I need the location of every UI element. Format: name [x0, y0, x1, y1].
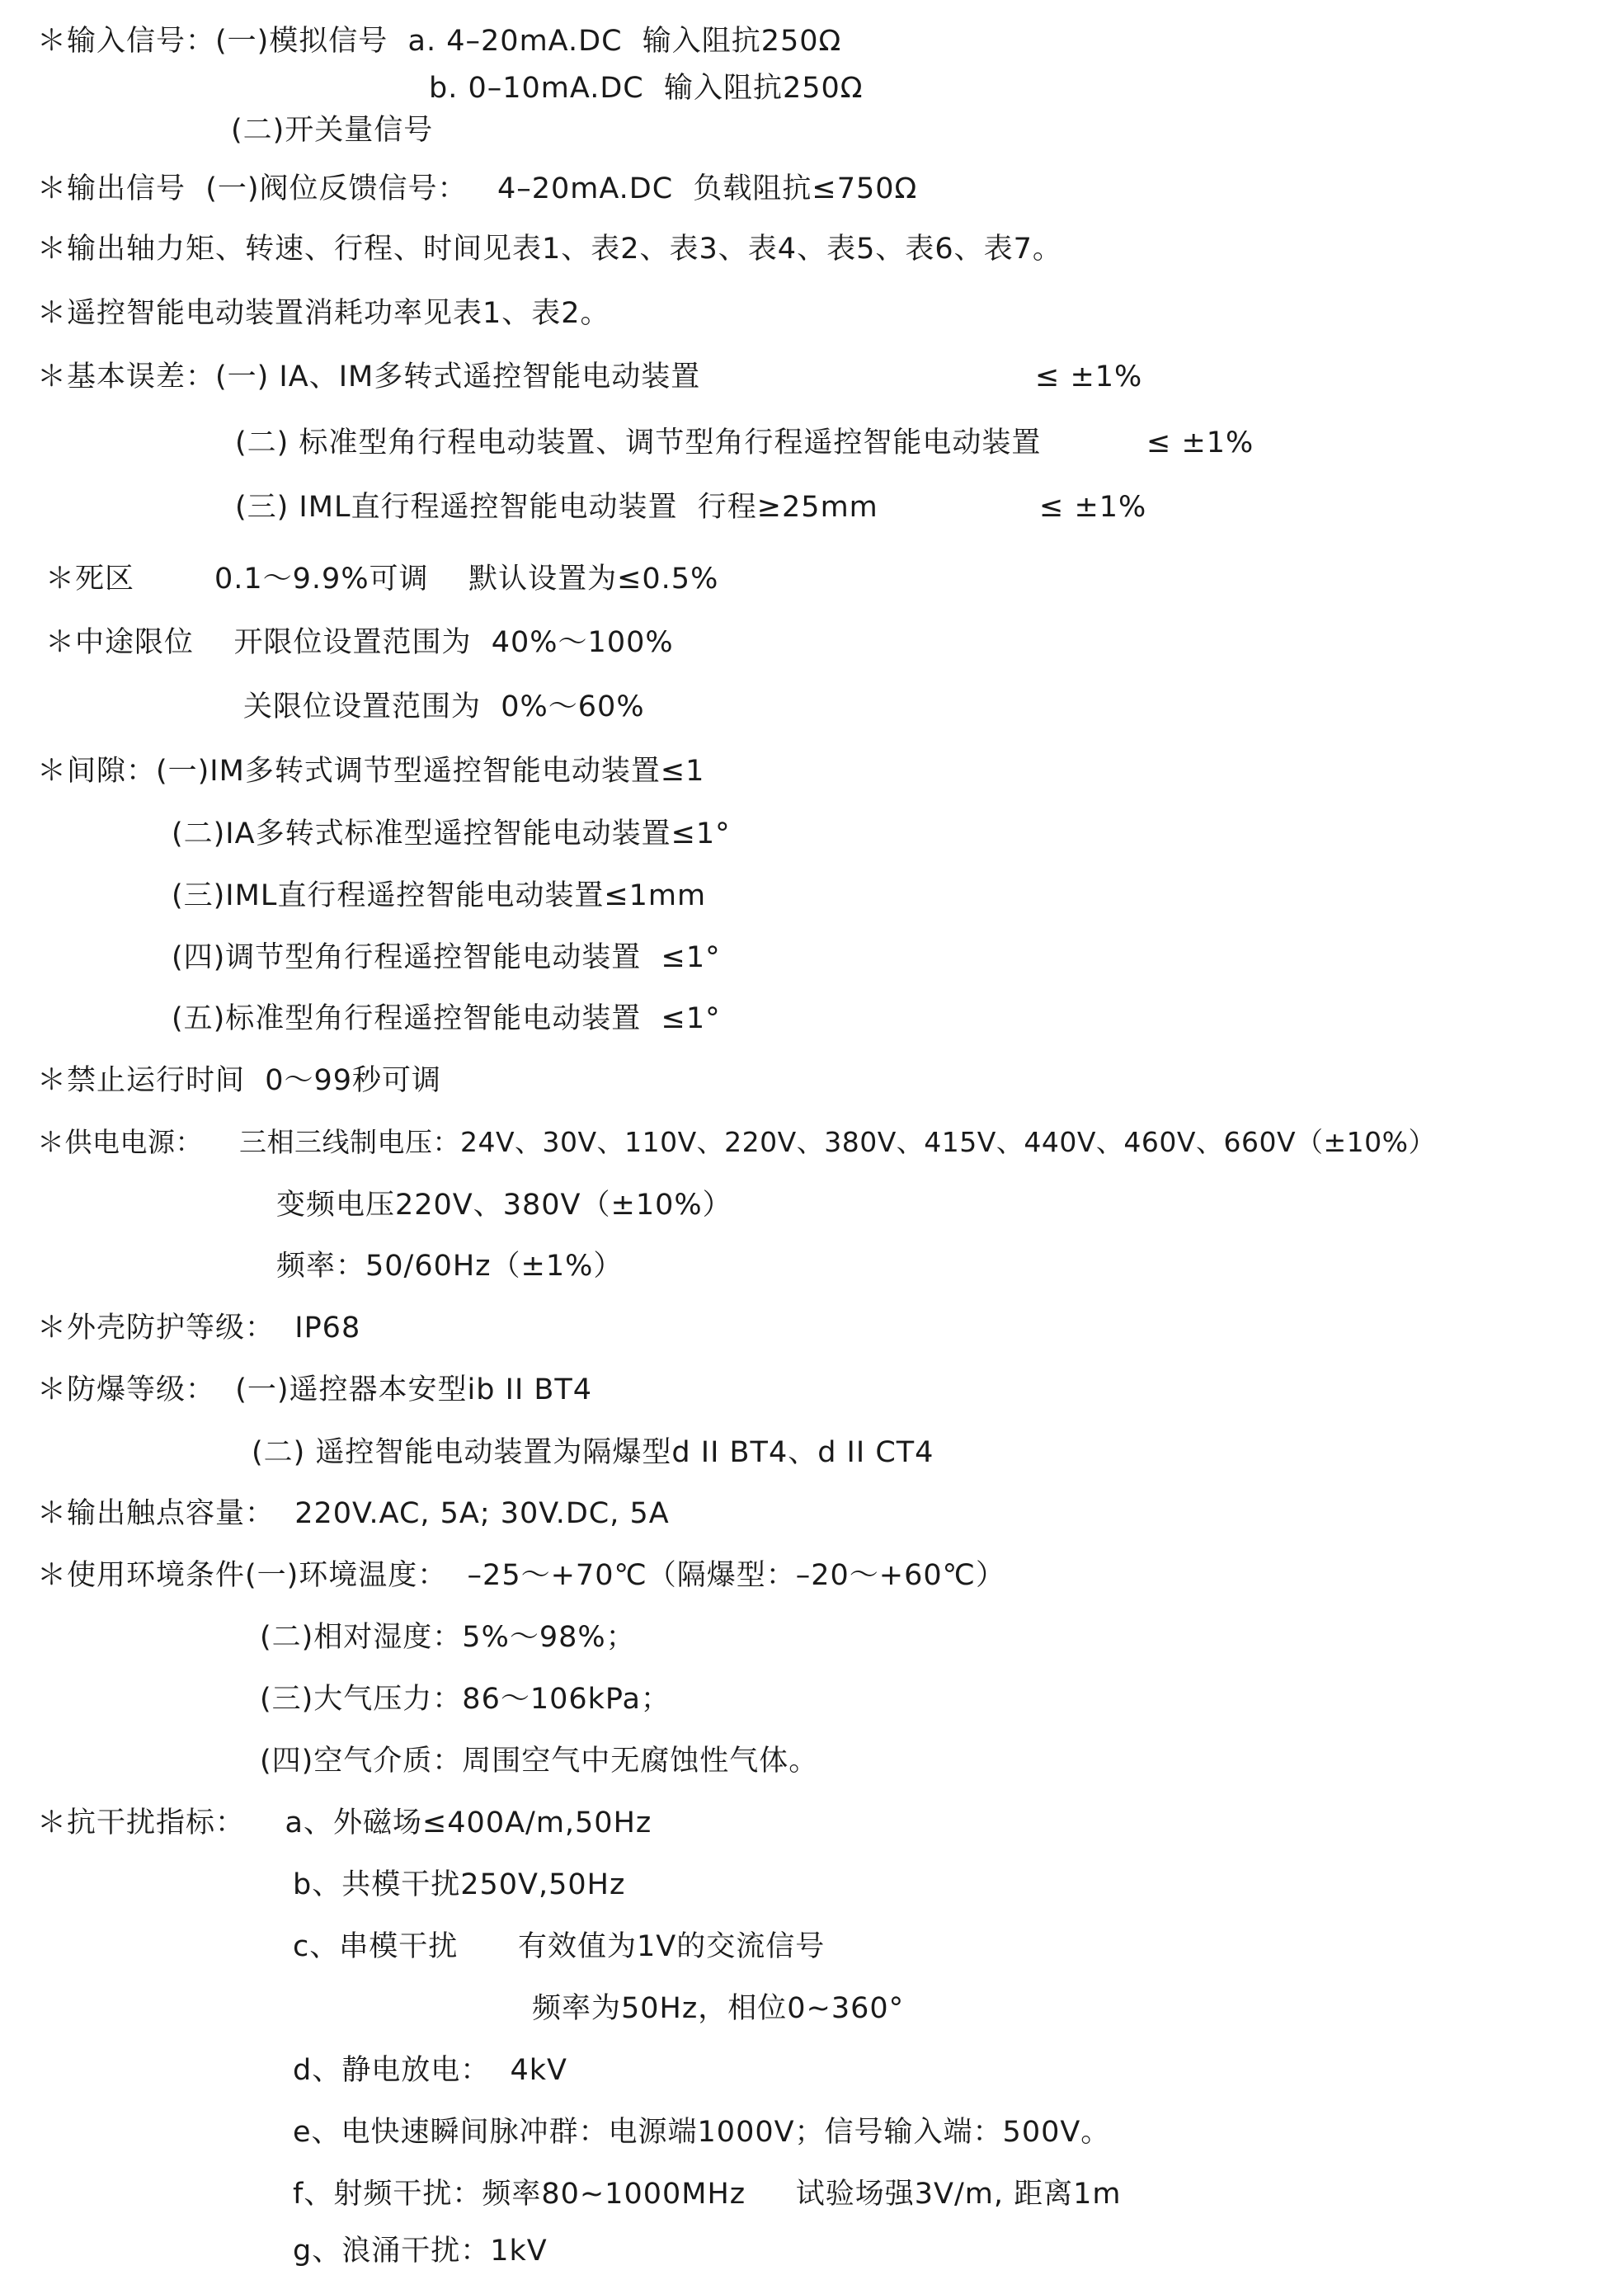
- prohibit-time-line: ＊禁止运行时间 0～99秒可调: [37, 1064, 442, 1097]
- emc-line-e: e、电快速瞬间脉冲群：电源端1000V；信号输入端：500V。: [293, 2116, 1111, 2149]
- emc-line-f: f、射频干扰：频率80~1000MHz 试验场强3V/m, 距离1m: [293, 2178, 1122, 2211]
- input-signal-line: ＊输入信号：(一)模拟信号 a. 4–20mA.DC 输入阻抗250Ω: [37, 25, 842, 58]
- power-supply-line-2: 变频电压220V、380V（±10%）: [276, 1189, 732, 1222]
- contact-capacity-line: ＊输出触点容量： 220V.AC, 5A; 30V.DC, 5A: [37, 1497, 670, 1530]
- emc-line-b: b、共模干扰250V,50Hz: [293, 1868, 626, 1901]
- emc-line-c2: 频率为50Hz，相位0~360°: [532, 1992, 905, 2025]
- midway-limit-open-line: ＊中途限位 开限位设置范围为 40%～100%: [45, 626, 674, 659]
- explosion-line-1: ＊防爆等级： (一)遥控器本安型ib II BT4: [37, 1373, 593, 1406]
- environment-line-1: ＊使用环境条件(一)环境温度： –25～+70℃（隔爆型：–20～+60℃）: [37, 1559, 1005, 1592]
- emc-line-d: d、静电放电： 4kV: [293, 2054, 567, 2087]
- environment-line-3: (三)大气压力：86～106kPa；: [260, 1683, 671, 1716]
- gap-line-3: (三)IML直行程遥控智能电动装置≤1mm: [172, 879, 707, 912]
- basic-error-value-2: ≤ ±1%: [1146, 426, 1254, 459]
- power-supply-line-3: 频率：50/60Hz（±1%）: [276, 1250, 624, 1283]
- input-signal-b-line: b. 0–10mA.DC 输入阻抗250Ω: [429, 72, 864, 105]
- power-supply-line-1: ＊供电电源： 三相三线制电压：24V、30V、110V、220V、380V、415V、440V、460V、660V（±10%）: [37, 1126, 1437, 1158]
- gap-line-4: (四)调节型角行程遥控智能电动装置 ≤1°: [172, 941, 721, 974]
- output-torque-line: ＊输出轴力矩、转速、行程、时间见表1、表2、表3、表4、表5、表6、表7。: [37, 233, 1062, 266]
- gap-line-5: (五)标准型角行程遥控智能电动装置 ≤1°: [172, 1002, 721, 1035]
- emc-line-a: ＊抗干扰指标： a、外磁场≤400A/m,50Hz: [37, 1806, 652, 1839]
- emc-line-c: c、串模干扰 有效值为1V的交流信号: [293, 1930, 826, 1963]
- dead-zone-line: ＊死区 0.1～9.9%可调 默认设置为≤0.5%: [45, 563, 719, 596]
- input-switch-line: (二)开关量信号: [231, 114, 434, 147]
- midway-limit-close-line: 关限位设置范围为 0%～60%: [243, 690, 645, 723]
- enclosure-line: ＊外壳防护等级： IP68: [37, 1312, 361, 1345]
- gap-line-1: ＊间隙：(一)IM多转式调节型遥控智能电动装置≤1: [37, 755, 705, 788]
- environment-line-2: (二)相对湿度：5%～98%；: [260, 1621, 636, 1654]
- basic-error-line-3: (三) IML直行程遥控智能电动装置 行程≥25mm: [235, 491, 878, 524]
- basic-error-line-2: (二) 标准型角行程电动装置、调节型角行程遥控智能电动装置: [235, 426, 1042, 459]
- gap-line-2: (二)IA多转式标准型遥控智能电动装置≤1°: [172, 817, 731, 850]
- basic-error-value-1: ≤ ±1%: [1035, 360, 1143, 393]
- emc-line-g: g、浪涌干扰：1kV: [293, 2235, 548, 2268]
- power-consumption-line: ＊遥控智能电动装置消耗功率见表1、表2。: [37, 297, 610, 330]
- basic-error-value-3: ≤ ±1%: [1039, 491, 1147, 524]
- output-signal-line: ＊输出信号 (一)阀位反馈信号： 4–20mA.DC 负载阻抗≤750Ω: [37, 172, 918, 205]
- environment-line-4: (四)空气介质：周围空气中无腐蚀性气体。: [260, 1745, 819, 1778]
- basic-error-line-1: ＊基本误差：(一) IA、IM多转式遥控智能电动装置: [37, 360, 701, 393]
- explosion-line-2: (二) 遥控智能电动装置为隔爆型d II BT4、d II CT4: [252, 1436, 934, 1469]
